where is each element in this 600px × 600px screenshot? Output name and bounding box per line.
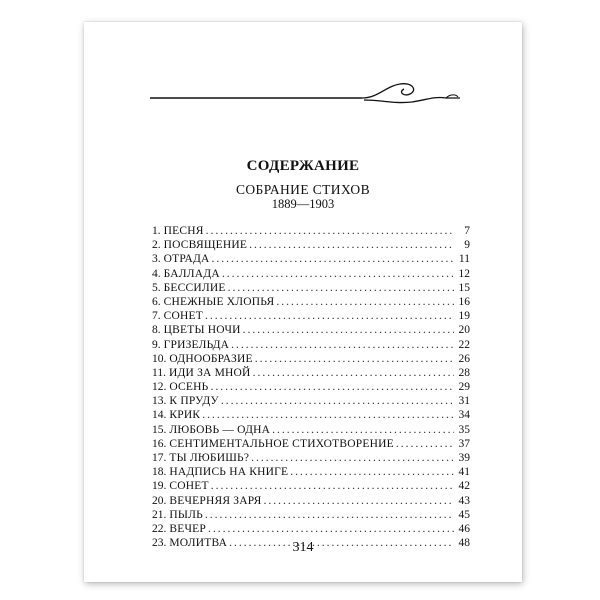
toc-leader-dots <box>208 522 454 536</box>
toc-entry <box>152 252 470 266</box>
toc-entry <box>152 295 470 309</box>
toc-entry-page: 42 <box>458 480 470 493</box>
toc-entry-number: 2. <box>152 239 161 252</box>
toc-entry-number: 23. <box>152 537 167 550</box>
toc-entry <box>152 323 470 337</box>
toc-entry-page: 7 <box>464 225 470 237</box>
toc-entry-page: 19 <box>458 310 470 323</box>
toc-leader-dots <box>228 281 454 295</box>
toc-leader-dots <box>249 238 454 252</box>
toc-entry-title: ОДНООБРАЗИЕ <box>169 352 253 365</box>
toc-entry-number: 4. <box>152 267 161 280</box>
toc-entry <box>152 224 470 238</box>
toc-entry <box>152 508 470 522</box>
toc-entry-number: 13. <box>152 395 167 408</box>
toc-leader-dots <box>202 408 454 422</box>
ornament-divider-icon <box>150 72 460 112</box>
toc-entry-page: 22 <box>458 338 470 351</box>
toc-entry-page: 39 <box>458 452 470 464</box>
toc-entry-page: 15 <box>458 281 470 294</box>
toc-leader-dots <box>396 437 454 451</box>
toc-leader-dots <box>206 224 454 238</box>
toc-entry-number: 8. <box>152 324 161 337</box>
toc-entry <box>152 352 470 366</box>
toc-entry <box>152 394 470 408</box>
toc-entry-title: ИДИ ЗА МНОЙ <box>168 366 251 379</box>
toc-entry-title: СОНЕТ <box>163 310 203 323</box>
toc-leader-dots <box>255 352 454 366</box>
table-of-contents <box>152 224 470 550</box>
toc-entry <box>152 366 470 380</box>
toc-leader-dots <box>205 508 454 522</box>
toc-entry-title: ПОСВЯЩЕНИЕ <box>163 239 248 252</box>
toc-entry-number: 21. <box>152 508 167 521</box>
toc-entry-title: НАДПИСЬ НА КНИГЕ <box>169 466 289 479</box>
toc-entry-title: МОЛИТВА <box>169 537 228 550</box>
toc-entry-title: ВЕЧЕР <box>169 522 206 535</box>
toc-leader-dots <box>253 366 454 380</box>
toc-entry <box>152 309 470 323</box>
toc-entry-page: 46 <box>458 522 470 535</box>
toc-entry-title: СНЕЖНЫЕ ХЛОПЬЯ <box>163 295 275 308</box>
toc-entry-title: ПЫЛЬ <box>169 508 203 521</box>
toc-leader-dots <box>205 309 454 323</box>
toc-leader-dots <box>290 465 454 479</box>
toc-entry-number: 3. <box>152 253 161 266</box>
toc-entry-number: 10. <box>152 352 167 365</box>
toc-entry-number: 5. <box>152 281 161 294</box>
collection-years: 1889—1903 <box>271 197 335 211</box>
toc-leader-dots <box>210 380 454 394</box>
toc-leader-dots <box>222 267 454 281</box>
toc-leader-dots <box>231 338 454 352</box>
toc-entry-title: К ПРУДУ <box>169 395 219 408</box>
toc-entry-page: 28 <box>458 366 470 379</box>
toc-entry <box>152 281 470 295</box>
toc-entry-number: 1. <box>152 225 161 237</box>
toc-entry-title: ВЕЧЕРНЯЯ ЗАРЯ <box>169 494 262 507</box>
toc-entry-page: 45 <box>458 508 470 521</box>
toc-leader-dots <box>221 394 454 408</box>
toc-entry <box>152 408 470 422</box>
toc-entry-page: 37 <box>458 437 470 450</box>
toc-entry-title: БАЛЛАДА <box>163 267 220 280</box>
toc-entry-title: ЛЮБОВЬ — ОДНА <box>169 423 271 436</box>
collection-title: СОБРАНИЕ СТИХОВ <box>236 182 370 197</box>
toc-leader-dots <box>264 494 455 508</box>
toc-entry <box>152 238 470 252</box>
toc-leader-dots <box>212 252 454 266</box>
toc-entry <box>152 465 470 479</box>
toc-entry <box>152 437 470 451</box>
toc-entry-page: 34 <box>458 409 470 422</box>
book-page <box>84 22 522 582</box>
toc-heading: СОДЕРЖАНИЕ <box>246 158 360 174</box>
toc-entry-number: 19. <box>152 480 167 493</box>
toc-leader-dots <box>276 295 454 309</box>
toc-entry-title: СОНЕТ <box>169 480 209 493</box>
toc-entry-title: ПЕСНЯ <box>163 225 204 237</box>
toc-entry <box>152 522 470 536</box>
toc-leader-dots <box>251 451 454 465</box>
toc-entry-page: 20 <box>458 324 470 337</box>
toc-entry <box>152 338 470 352</box>
toc-entry-title: КРИК <box>169 409 201 422</box>
page-number: 314 <box>292 540 314 555</box>
toc-entry <box>152 267 470 281</box>
toc-entry-number: 16. <box>152 437 167 450</box>
toc-entry <box>152 380 470 394</box>
toc-leader-dots <box>243 323 454 337</box>
toc-entry-page: 16 <box>458 295 470 308</box>
toc-entry-title: ГРИЗЕЛЬДА <box>163 338 230 351</box>
toc-entry-number: 18. <box>152 466 167 479</box>
toc-entry <box>152 423 470 437</box>
toc-entry-page: 12 <box>458 267 470 280</box>
toc-entry-number: 17. <box>152 452 167 464</box>
toc-entry-title: БЕССИЛИЕ <box>163 281 226 294</box>
toc-entry-number: 12. <box>152 381 167 394</box>
toc-entry-page: 26 <box>458 352 470 365</box>
toc-entry-number: 20. <box>152 494 167 507</box>
toc-entry-page: 43 <box>458 494 470 507</box>
toc-entry-number: 22. <box>152 522 167 535</box>
toc-leader-dots <box>211 479 454 493</box>
toc-entry-page: 29 <box>458 381 470 394</box>
toc-entry-number: 6. <box>152 295 161 308</box>
toc-entry-page: 31 <box>458 395 470 408</box>
toc-entry <box>152 479 470 493</box>
toc-leader-dots <box>272 423 454 437</box>
toc-entry-title: СЕНТИМЕНТАЛЬНОЕ СТИХОТВОРЕНИЕ <box>169 437 394 450</box>
toc-entry-number: 11. <box>152 366 166 379</box>
toc-entry-number: 15. <box>152 423 167 436</box>
toc-entry-title: ОСЕНЬ <box>169 381 209 394</box>
toc-entry-page: 9 <box>464 239 470 252</box>
toc-entry <box>152 494 470 508</box>
toc-entry-title: ЦВЕТЫ НОЧИ <box>163 324 241 337</box>
toc-entry-title: ОТРАДА <box>163 253 210 266</box>
toc-entry-page: 11 <box>458 253 470 266</box>
toc-entry-title: ТЫ ЛЮБИШЬ? <box>169 452 250 464</box>
toc-entry-number: 7. <box>152 310 161 323</box>
toc-entry-page: 41 <box>458 466 470 479</box>
toc-entry <box>152 451 470 465</box>
toc-entry-page: 48 <box>458 537 470 550</box>
toc-entry-page: 35 <box>458 423 470 436</box>
toc-entry-number: 9. <box>152 338 161 351</box>
toc-entry-number: 14. <box>152 409 167 422</box>
